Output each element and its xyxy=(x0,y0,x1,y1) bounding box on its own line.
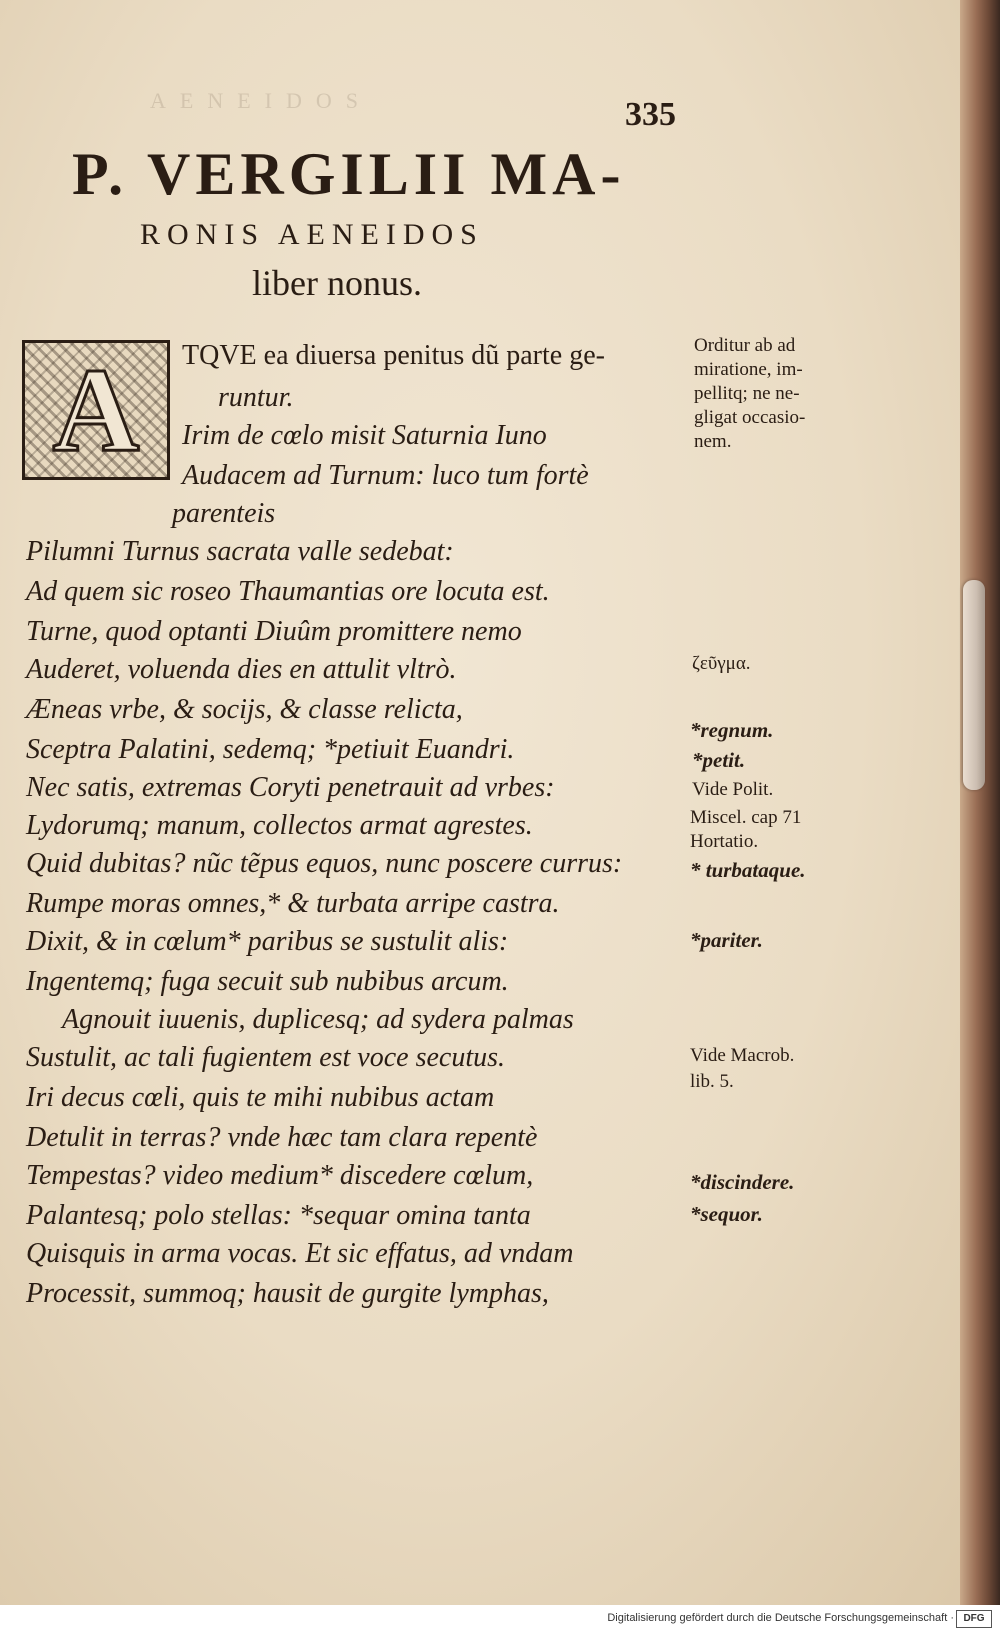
margin-note: ζεῦγμα. xyxy=(692,653,751,674)
margin-note: Vide Macrob. xyxy=(690,1045,795,1066)
verse-line: TQVE ea diuersa penitus dũ parte ge- xyxy=(182,340,605,371)
verse-line: Nec satis, extremas Coryti penetrauit ad vrbes: xyxy=(26,772,555,803)
verse-line: Quisquis in arma vocas. Et sic effatus, ad vndam xyxy=(26,1238,574,1269)
verse-line: Auderet, voluenda dies en attulit vltrò. xyxy=(26,654,457,685)
margin-note: Miscel. cap 71 xyxy=(690,807,802,828)
verse-line: Processit, summoq; hausit de gurgite lymphas, xyxy=(26,1278,549,1309)
verse-line: runtur. xyxy=(218,382,294,413)
title-line-3: liber nonus. xyxy=(252,263,422,303)
verse-line: Dixit, & in cœlum* paribus se sustulit alis: xyxy=(26,926,509,957)
verse-line: Iri decus cœli, quis te mihi nubibus actam xyxy=(26,1082,495,1113)
verse-line: Sustulit, ac tali fugientem est voce secutus. xyxy=(26,1042,506,1073)
title-line-1: P. VERGILII MA- xyxy=(72,141,626,207)
verse-line: Quid dubitas? nũc tẽpus equos, nunc poscere currus: xyxy=(26,848,623,879)
margin-note: gligat occasio- xyxy=(694,407,806,428)
margin-note: * turbataque. xyxy=(690,858,806,882)
title-line-2: RONIS AENEIDOS xyxy=(140,218,484,251)
dfg-logo-icon: DFG xyxy=(956,1610,992,1628)
decorated-initial xyxy=(22,340,170,480)
margin-note: *discindere. xyxy=(690,1170,795,1194)
verse-line: Pilumni Turnus sacrata valle sedebat: xyxy=(26,536,454,567)
verse-line: Turne, quod optanti Diuûm promittere nemo xyxy=(26,616,522,647)
margin-note: *regnum. xyxy=(690,718,774,742)
margin-note: Orditur ab ad xyxy=(694,335,796,356)
margin-note: nem. xyxy=(694,431,732,452)
verse-line: Lydorumq; manum, collectos armat agrestes. xyxy=(26,810,533,841)
margin-note: *pariter. xyxy=(690,928,763,952)
verse-line: Tempestas? video medium* discedere cœlum, xyxy=(26,1160,534,1191)
margin-note: Vide Polit. xyxy=(692,779,774,800)
verse-line: Audacem ad Turnum: luco tum fortè xyxy=(182,460,589,491)
verse-line: Sceptra Palatini, sedemq; *petiuit Euandri. xyxy=(26,734,515,765)
verse-line: Detulit in terras? vnde hæc tam clara repentè xyxy=(26,1122,538,1153)
margin-note: lib. 5. xyxy=(690,1071,734,1092)
verse-line: Æneas vrbe, & socijs, & classe relicta, xyxy=(26,694,463,725)
page-number: 335 xyxy=(625,96,676,133)
initial-letter: A xyxy=(52,343,140,476)
verse-line: parenteis xyxy=(172,498,276,529)
margin-note: Hortatio. xyxy=(690,831,759,852)
margin-note: *petit. xyxy=(692,748,746,772)
verse-line: Ad quem sic roseo Thaumantias ore locuta est. xyxy=(26,576,550,607)
footer-credit: Digitalisierung gefördert durch die Deutsche Forschungsgemeinschaft · xyxy=(607,1612,954,1624)
page-clip xyxy=(963,580,985,790)
margin-note: pellitq; ne ne- xyxy=(694,383,800,404)
verse-line: Agnouit iuuenis, duplicesq; ad sydera palmas xyxy=(62,1004,574,1035)
verse-line: Palantesq; polo stellas: *sequar omina tanta xyxy=(26,1200,531,1231)
book-page-edge xyxy=(960,0,1000,1605)
margin-note: miratione, im- xyxy=(694,359,803,380)
verse-line: Ingentemq; fuga secuit sub nubibus arcum. xyxy=(26,966,509,997)
verse-line: Rumpe moras omnes,* & turbata arripe castra. xyxy=(26,888,560,919)
margin-note: *sequor. xyxy=(690,1202,763,1226)
show-through-header: AENEIDOS xyxy=(150,88,372,113)
verse-line: Irim de cœlo misit Saturnia Iuno xyxy=(182,420,547,451)
